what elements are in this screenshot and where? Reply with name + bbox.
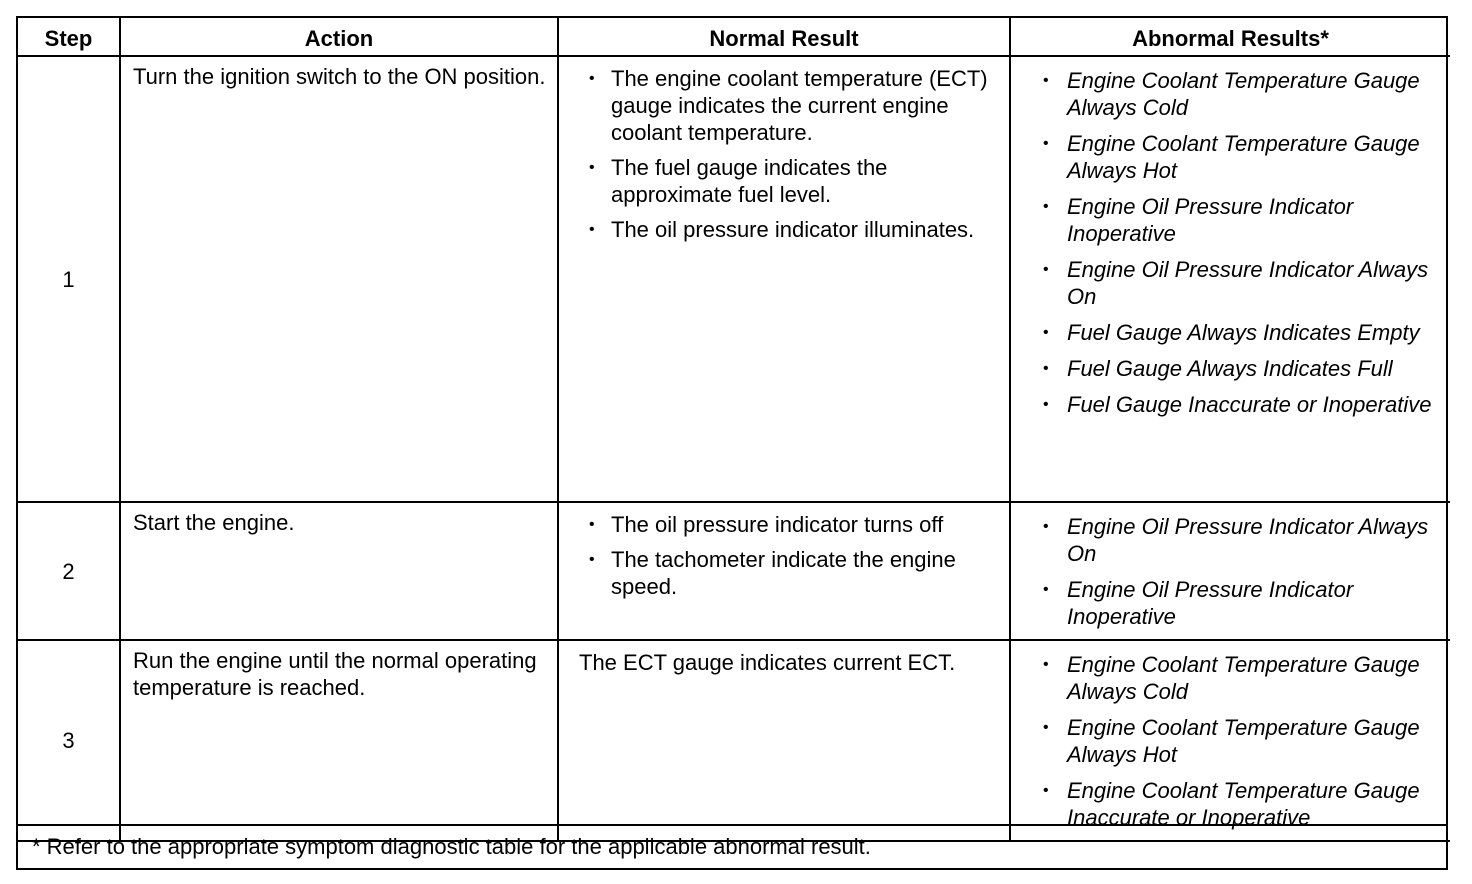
- normal-result-cell: [558, 56, 1010, 502]
- list-item: • Engine Oil Pressure Indicator Always On: [1027, 256, 1442, 310]
- list-item: • Engine Coolant Temperature Gauge Always Hot: [1027, 714, 1442, 768]
- list-item: • Engine Coolant Temperature Gauge Always Cold: [1027, 67, 1442, 121]
- table-row: [18, 640, 1450, 841]
- table-row: [18, 56, 1450, 502]
- normal-result-cell: [558, 502, 1010, 640]
- table-header-row: [18, 18, 1450, 56]
- action-text: Start the engine.: [120, 502, 558, 640]
- list-item: • Engine Oil Pressure Indicator Always On: [1027, 513, 1442, 567]
- action-text: Turn the ignition switch to the ON position.: [120, 56, 558, 502]
- header-step: Step: [18, 18, 120, 56]
- diagnostic-table: [18, 18, 1450, 842]
- abnormal-results-cell: [1010, 502, 1450, 640]
- header-action: Action: [120, 18, 558, 56]
- list-item: • The engine coolant temperature (ECT) gauge indicates the current engine coolant temperature.: [575, 65, 999, 146]
- step-number: 3: [18, 640, 120, 841]
- list-item: • The oil pressure indicator turns off: [575, 511, 999, 538]
- list-item: • The oil pressure indicator illuminates.: [575, 216, 999, 243]
- list-item: • The tachometer indicate the engine speed.: [575, 546, 999, 600]
- header-abnormal-results: Abnormal Results*: [1010, 18, 1450, 56]
- list-item: • Engine Oil Pressure Indicator Inoperative: [1027, 576, 1442, 630]
- footnote: * Refer to the appropriate symptom diagnostic table for the applicable abnormal result.: [18, 824, 1446, 868]
- list-item: • Fuel Gauge Always Indicates Full: [1027, 355, 1442, 382]
- normal-result-text: The ECT gauge indicates current ECT.: [558, 640, 1010, 841]
- table-row: [18, 502, 1450, 640]
- diagnostic-table-frame: [16, 16, 1448, 870]
- step-number: 1: [18, 56, 120, 502]
- abnormal-results-cell: [1010, 640, 1450, 841]
- abnormal-results-cell: [1010, 56, 1450, 502]
- list-item: • Engine Coolant Temperature Gauge Always Cold: [1027, 651, 1442, 705]
- list-item: • Engine Oil Pressure Indicator Inoperative: [1027, 193, 1442, 247]
- list-item: • Fuel Gauge Inaccurate or Inoperative: [1027, 391, 1442, 418]
- list-item: • Fuel Gauge Always Indicates Empty: [1027, 319, 1442, 346]
- header-normal-result: Normal Result: [558, 18, 1010, 56]
- action-text: Run the engine until the normal operating temperature is reached.: [120, 640, 558, 841]
- step-number: 2: [18, 502, 120, 640]
- list-item: • Engine Coolant Temperature Gauge Inaccurate or Inoperative: [1027, 777, 1442, 831]
- list-item: • Engine Coolant Temperature Gauge Always Hot: [1027, 130, 1442, 184]
- list-item: • The fuel gauge indicates the approximate fuel level.: [575, 154, 999, 208]
